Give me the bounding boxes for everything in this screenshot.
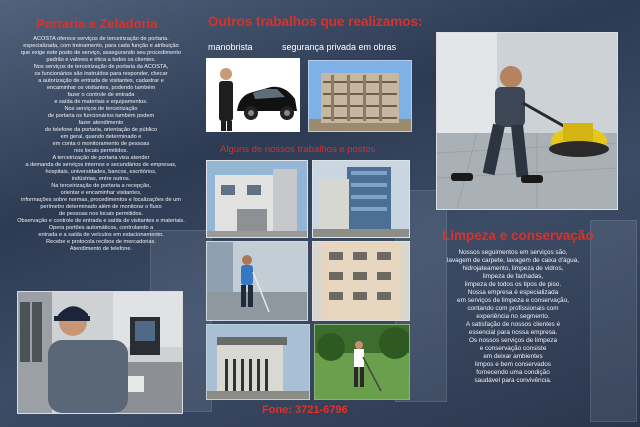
- portaria-line: Nos serviços de terceirização de portaria da ACOSTA,: [33, 64, 169, 70]
- portaria-line: hospitais, universidades, bancos, escritórios,: [45, 169, 157, 175]
- limpeza-line: experiência no segmento.: [476, 313, 550, 320]
- portaria-line: do telefone da portaria, orientação de público: [44, 127, 158, 133]
- limpeza-line: limpos e bem conservados: [474, 361, 551, 368]
- portaria-line: indústrias, entre outros.: [71, 176, 131, 182]
- limpeza-line: e conservação consiste: [479, 345, 547, 352]
- portaria-line: orientar e encaminhar visitantes,: [60, 190, 142, 196]
- portaria-line: fazer atendimento: [78, 120, 124, 126]
- portaria-description: [4, 36, 198, 253]
- photo-building-2: [312, 160, 410, 238]
- limpeza-line: em deixar ambientes: [483, 353, 543, 360]
- portaria-line: informações sobre normas, procedimentos e localizações de um: [21, 197, 181, 203]
- portaria-line: nos locais permitidos.: [74, 148, 128, 154]
- limpeza-line: hidrojateamento, limpeza de vidros,: [462, 265, 564, 272]
- photo-valet: [206, 58, 300, 132]
- photo-building-1: [206, 160, 308, 238]
- portaria-line: os funcionários são instruídos para responder, checar: [34, 71, 168, 77]
- portaria-line: Opera portões automáticos, controlando a: [48, 225, 154, 231]
- limpeza-line: Nossos seguimentos em serviços são,: [458, 249, 568, 256]
- caption-seguranca: segurança privada em obras: [282, 42, 397, 52]
- portaria-line: a autorização de entrada de visitantes, cadastrar e: [38, 78, 164, 84]
- portaria-line: padrão e valores e ética a todos os clientes.: [46, 57, 156, 63]
- portaria-line: fazer o controle de entrada: [67, 92, 135, 98]
- photo-porter: [17, 291, 183, 414]
- limpeza-line: saudável para convivência.: [474, 377, 552, 384]
- limpeza-line: lavagem de carpete, lavagem de caixa d'água,: [447, 257, 579, 264]
- portaria-line: Observação e controle de entrada e saída de visitantes e materiais.: [17, 218, 185, 224]
- caption-manobrista: manobrista: [208, 42, 253, 52]
- portaria-line: Na terceirização de portaria a recepção,: [51, 183, 151, 189]
- limpeza-title: Limpeza e conservação: [442, 228, 594, 243]
- limpeza-line: Nossa empresa é especializada: [467, 289, 559, 296]
- limpeza-line: limpeza de fachadas,: [482, 273, 544, 280]
- portaria-line: em geral, quando determinado e: [60, 134, 142, 140]
- photo-construction: [308, 60, 412, 132]
- limpeza-line: Os nossos serviços de limpeza: [468, 337, 558, 344]
- portaria-line: Recebe e protocola recibos de mercadorias.: [46, 239, 156, 245]
- limpeza-line: contando com profissionais com: [467, 305, 559, 312]
- photo-gardening: [314, 324, 410, 400]
- limpeza-line: A satisfação de nossos clientes é: [465, 321, 561, 328]
- photo-building-3: [312, 241, 410, 321]
- limpeza-line: essencial para nossa empresa.: [468, 329, 558, 336]
- portaria-line: especializada, com treinamento, para cada função e atribuição: [23, 43, 179, 49]
- outros-subtitle: Alguns de nossos trabalhos e postos: [220, 144, 376, 155]
- photo-gate: [206, 324, 310, 400]
- portaria-line: encaminhar os visitantes, podendo também: [46, 85, 156, 91]
- portaria-title: Portaria e Zeladoria: [36, 16, 158, 31]
- limpeza-description: [420, 249, 606, 385]
- limpeza-line: fornecendo uma condição: [476, 369, 550, 376]
- portaria-line: A terceirização de portaria visa atender: [52, 155, 150, 161]
- portaria-line: entrada e a saída de veículos em estacionamento.: [38, 232, 164, 238]
- portaria-line: perímetro determinado além de monitorar o fluxo: [40, 204, 162, 210]
- phone-number: Fone: 3721-6796: [262, 404, 348, 416]
- portaria-line: Atendimento de telefone.: [69, 246, 133, 252]
- portaria-line: Nos serviços de terceirização: [64, 106, 138, 112]
- portaria-line: de pessoas nos locais permitidos.: [59, 211, 143, 217]
- portaria-line: a demanda de serviços internos e secundários de empresas,: [25, 162, 177, 168]
- outros-title: Outros trabalhos que realizamos:: [208, 14, 423, 29]
- portaria-line: de portaria os funcionários também podem: [47, 113, 155, 119]
- limpeza-line: em serviços de limpeza e conservação,: [457, 297, 569, 304]
- photo-polishing: [436, 32, 618, 210]
- portaria-line: que exige este posto de serviço, assegurando seu procedimento: [20, 50, 182, 56]
- portaria-line: em conta o monitoramento de pessoas: [52, 141, 150, 147]
- portaria-line: e saída de materiais e equipamentos.: [54, 99, 148, 105]
- portaria-line: ACOSTA oferece serviços de terceirização de portaria.: [33, 36, 169, 42]
- photo-floor-cleaning: [206, 241, 308, 321]
- limpeza-line: limpeza de todos os tipos de piso.: [464, 281, 562, 288]
